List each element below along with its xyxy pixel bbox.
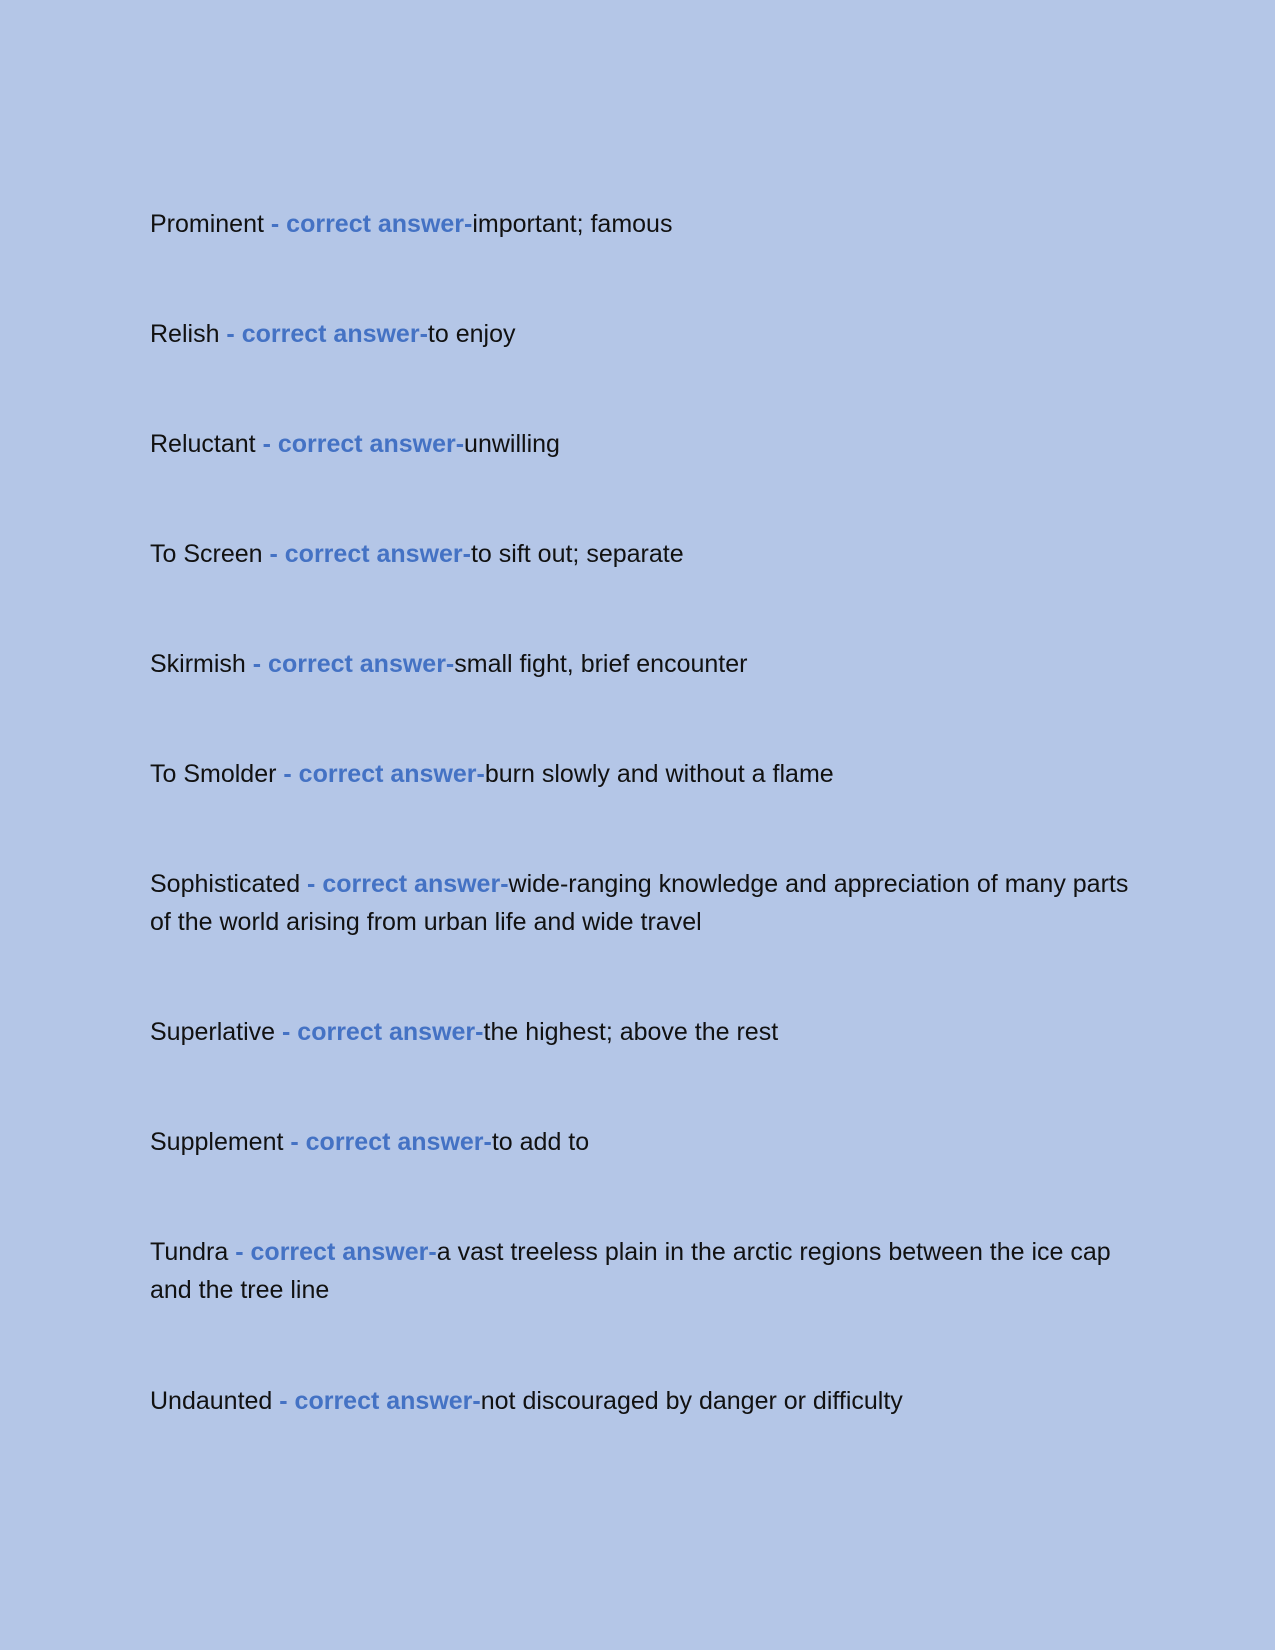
term: Relish (150, 320, 220, 348)
definition: to enjoy (427, 320, 516, 348)
term: Prominent (150, 210, 264, 238)
term: To Screen (150, 540, 263, 568)
answer-separator: - correct answer- (272, 1387, 481, 1415)
flashcard-entry (150, 1382, 1150, 1420)
term: Undaunted (150, 1387, 273, 1415)
flashcard-entry (150, 535, 1150, 573)
flashcard-entry (150, 1233, 1150, 1309)
term: Superlative (150, 1018, 276, 1046)
definition: a vast treeless plain in the arctic regions between the ice cap and the tree line (150, 1238, 1111, 1304)
flashcard-entry (150, 315, 1150, 353)
answer-separator: - correct answer- (275, 1018, 484, 1046)
answer-separator: - correct answer- (283, 1128, 492, 1156)
answer-separator: - correct answer- (276, 760, 485, 788)
definition: burn slowly and without a flame (484, 760, 834, 788)
flashcard-entry (150, 865, 1150, 941)
answer-separator: - correct answer- (255, 430, 465, 458)
flashcard-entry (150, 1123, 1150, 1161)
definition: to sift out; separate (470, 540, 684, 568)
term: To Smolder (150, 760, 277, 788)
definition: important; famous (472, 210, 673, 238)
term: Supplement (150, 1128, 284, 1156)
definition: small fight, brief encounter (454, 650, 748, 678)
answer-separator: - correct answer- (300, 870, 509, 898)
definition: to add to (491, 1128, 590, 1156)
definition: the highest; above the rest (483, 1018, 779, 1046)
flashcard-entry (150, 205, 1150, 243)
definition: wide-ranging knowledge and appreciation of many parts of the world arising from urban life and wide travel (150, 870, 1129, 936)
flashcard-entry (150, 645, 1150, 683)
term: Skirmish (150, 650, 246, 678)
flashcard-entry (150, 755, 1150, 793)
answer-separator: - correct answer- (228, 1238, 437, 1266)
answer-separator: - correct answer- (245, 650, 455, 678)
definition: not discouraged by danger or difficulty (480, 1387, 903, 1415)
definition: unwilling (464, 430, 560, 458)
answer-separator: - correct answer- (262, 540, 471, 568)
answer-separator: - correct answer- (263, 210, 473, 238)
flashcard-entry (150, 425, 1150, 463)
answer-separator: - correct answer- (219, 320, 428, 348)
flashcard-entry (150, 1013, 1150, 1051)
term: Sophisticated (150, 870, 301, 898)
term: Tundra (150, 1238, 229, 1266)
term: Reluctant (150, 430, 256, 458)
